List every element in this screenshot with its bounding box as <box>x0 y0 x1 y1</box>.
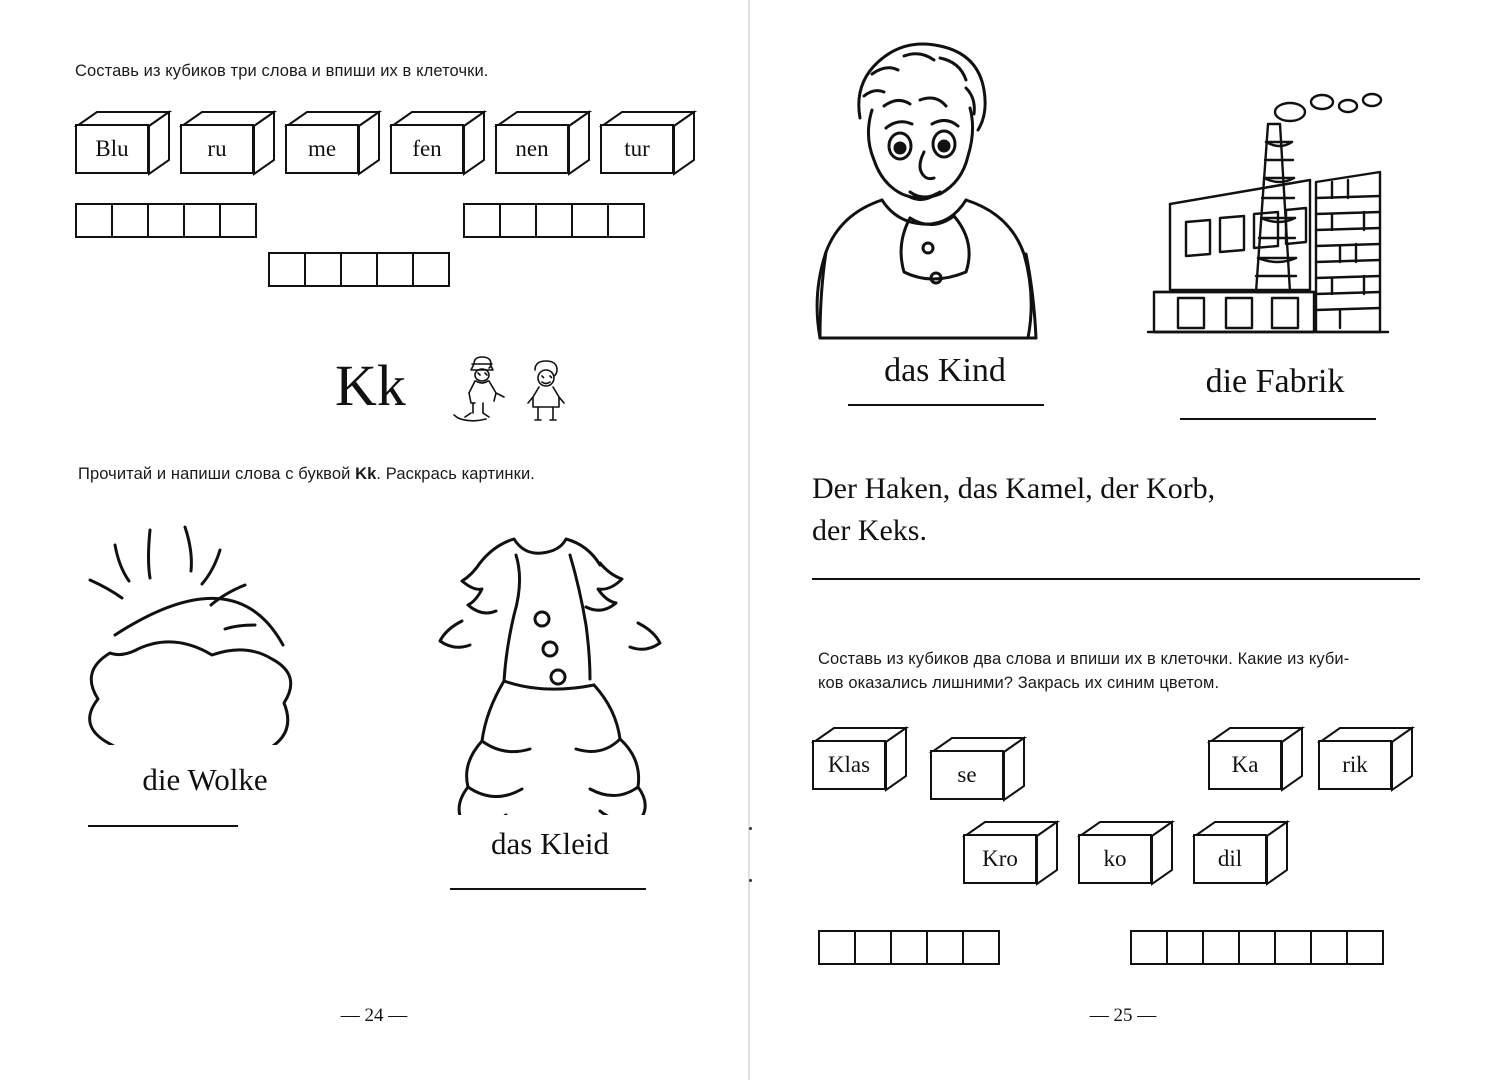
write-line[interactable] <box>450 888 646 890</box>
write-line[interactable] <box>848 404 1044 406</box>
answer-cell[interactable] <box>183 203 221 238</box>
cube-blu[interactable] <box>75 110 170 190</box>
task2-instruction-before: Прочитай и напиши слова с буквой <box>78 465 356 483</box>
cloud-with-sun-icon <box>55 505 355 745</box>
section-divider <box>812 578 1420 580</box>
answer-cell[interactable] <box>926 930 964 965</box>
child-icon <box>523 356 571 426</box>
boy-with-sled-icon <box>452 352 518 424</box>
cube-se[interactable] <box>930 736 1025 816</box>
answer-cell[interactable] <box>463 203 501 238</box>
answer-cell[interactable] <box>1274 930 1312 965</box>
answer-cell[interactable] <box>111 203 149 238</box>
cube-label: se <box>957 762 977 787</box>
answer-cell[interactable] <box>1202 930 1240 965</box>
cube-label: ko <box>1103 846 1127 871</box>
cube-label: Kro <box>982 846 1018 871</box>
caption-das-kleid: das Kleid <box>491 826 609 861</box>
cube-label: rik <box>1342 752 1368 777</box>
child-picture <box>800 40 1090 350</box>
task2-instruction <box>78 463 698 487</box>
gutter-mark <box>749 827 752 830</box>
task2-instruction-after: . Раскрась картинки. <box>376 465 535 483</box>
answer-cell[interactable] <box>571 203 609 238</box>
cube-ru[interactable] <box>180 110 275 190</box>
cube-ka[interactable] <box>1208 726 1303 806</box>
cube-label: fen <box>412 136 442 161</box>
answer-cell[interactable] <box>607 203 645 238</box>
answer-cell[interactable] <box>219 203 257 238</box>
cube-label: Klas <box>827 752 871 777</box>
cube-fen[interactable] <box>390 110 485 190</box>
task3-instruction-line2: ков оказались лишними? Закрась их синим цветом. <box>818 674 1220 692</box>
cube-label: dil <box>1217 846 1243 871</box>
page-gutter <box>748 0 750 1080</box>
answer-cell[interactable] <box>854 930 892 965</box>
answer-cell[interactable] <box>1130 930 1168 965</box>
cube-label: nen <box>515 136 549 161</box>
sentence-line-1: Der Haken, das Kamel, der Korb, <box>812 472 1216 505</box>
letter-heading: Kk <box>335 353 406 418</box>
task1-instruction: Составь из кубиков три слова и впиши их в клеточки. <box>75 62 489 80</box>
cube-me[interactable] <box>285 110 380 190</box>
answer-cell[interactable] <box>1238 930 1276 965</box>
cube-nen[interactable] <box>495 110 590 190</box>
cube-label: tur <box>624 136 650 161</box>
answer-cell[interactable] <box>1166 930 1204 965</box>
answer-cell[interactable] <box>1310 930 1348 965</box>
left-page-number: — 24 — <box>340 1005 408 1026</box>
answer-cell[interactable] <box>75 203 113 238</box>
cube-dil[interactable] <box>1193 820 1288 900</box>
cube-tur[interactable] <box>600 110 695 190</box>
task2-instruction-letter: Kk <box>355 465 377 483</box>
caption-die-fabrik: die Fabrik <box>1205 363 1345 400</box>
answer-cell[interactable] <box>890 930 928 965</box>
answer-row-3[interactable] <box>268 252 450 287</box>
answer-row-1[interactable] <box>75 203 257 238</box>
answer-row-5[interactable] <box>1130 930 1384 965</box>
answer-cell[interactable] <box>412 252 450 287</box>
cube-kro[interactable] <box>963 820 1058 900</box>
cube-klasse[interactable] <box>812 726 907 806</box>
cube-label: ru <box>207 136 227 161</box>
sentence-line-2: der Keks. <box>812 514 927 547</box>
answer-cell[interactable] <box>499 203 537 238</box>
caption-das-kind: das Kind <box>884 352 1006 389</box>
dress-icon <box>420 515 700 815</box>
answer-cell[interactable] <box>1346 930 1384 965</box>
gutter-mark <box>749 879 752 882</box>
factory-picture <box>1140 80 1420 350</box>
task3-instruction-line1: Составь из кубиков два слова и впиши их в клеточки. Какие из куби- <box>818 650 1350 668</box>
answer-cell[interactable] <box>962 930 1000 965</box>
answer-row-2[interactable] <box>463 203 645 238</box>
answer-row-4[interactable] <box>818 930 1000 965</box>
write-line[interactable] <box>88 825 238 827</box>
cube-ko[interactable] <box>1078 820 1173 900</box>
answer-cell[interactable] <box>340 252 378 287</box>
answer-cell[interactable] <box>147 203 185 238</box>
caption-die-wolke: die Wolke <box>142 762 268 797</box>
right-page-number: — 25 — <box>1089 1005 1157 1026</box>
cube-rik[interactable] <box>1318 726 1413 806</box>
answer-cell[interactable] <box>535 203 573 238</box>
write-line[interactable] <box>1180 418 1376 420</box>
answer-cell[interactable] <box>304 252 342 287</box>
cube-label: Blu <box>95 136 129 161</box>
cube-label: Ka <box>1231 752 1259 777</box>
answer-cell[interactable] <box>376 252 414 287</box>
answer-cell[interactable] <box>268 252 306 287</box>
cube-label: me <box>307 136 337 161</box>
answer-cell[interactable] <box>818 930 856 965</box>
